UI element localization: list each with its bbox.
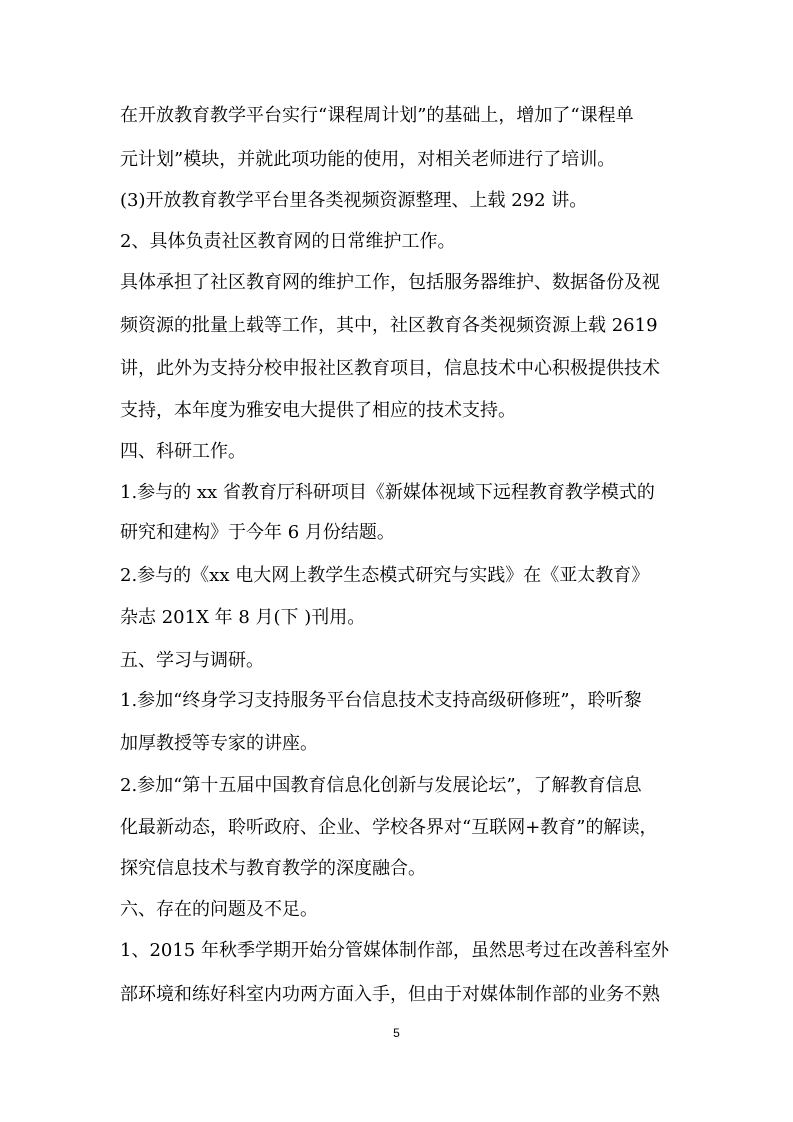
text-line: 具体承担了社区教育网的维护工作，包括服务器维护、数据备份及视 (120, 272, 660, 293)
section-heading: 五、学习与调研。 (120, 650, 264, 671)
section-heading: 六、存在的问题及不足。 (120, 899, 318, 920)
text-line: 元计划”模块，并就此项功能的使用，对相关老师进行了培训。 (120, 149, 616, 170)
text-line: 杂志 201X 年 8 月(下 )刊用。 (120, 607, 366, 628)
text-line: 1.参加“终身学习支持服务平台信息技术支持高级研修班”，聆听黎 (120, 690, 642, 711)
text-line: 加厚教授等专家的讲座。 (120, 733, 318, 754)
text-line: (3)开放教育教学平台里各类视频资源整理、上载 292 讲。 (120, 190, 588, 211)
text-line: 探究信息技术与教育教学的深度融合。 (120, 858, 426, 879)
section-heading: 四、科研工作。 (120, 441, 246, 462)
text-line: 化最新动态，聆听政府、企业、学校各界对“互联网+教育”的解读， (120, 817, 658, 838)
text-line: 2.参加“第十五届中国教育信息化创新与发展论坛”，了解教育信息 (120, 775, 642, 796)
page-number: 5 (393, 1026, 400, 1040)
text-line: 部环境和练好科室内功两方面入手，但由于对媒体制作部的业务不熟 (120, 984, 660, 1005)
text-line: 2、具体负责社区教育网的日常维护工作。 (120, 231, 456, 252)
text-line: 2.参与的《xx 电大网上教学生态模式研究与实践》在《亚太教育》 (120, 565, 650, 586)
text-line: 1、2015 年秋季学期开始分管媒体制作部，虽然思考过在改善科室外 (120, 940, 669, 961)
text-line: 1.参与的 xx 省教育厅科研项目《新媒体视域下远程教育教学模式的 (120, 482, 655, 503)
text-line: 讲，此外为支持分校申报社区教育项目，信息技术中心积极提供技术 (120, 358, 660, 379)
text-line: 研究和建构》于今年 6 月份结题。 (120, 522, 395, 543)
text-line: 在开放教育教学平台实行“课程周计划”的基础上，增加了“课程单 (120, 105, 634, 126)
text-line: 支持，本年度为雅安电大提供了相应的技术支持。 (120, 400, 516, 421)
text-line: 频资源的批量上载等工作，其中，社区教育各类视频资源上载 2619 (120, 315, 658, 336)
